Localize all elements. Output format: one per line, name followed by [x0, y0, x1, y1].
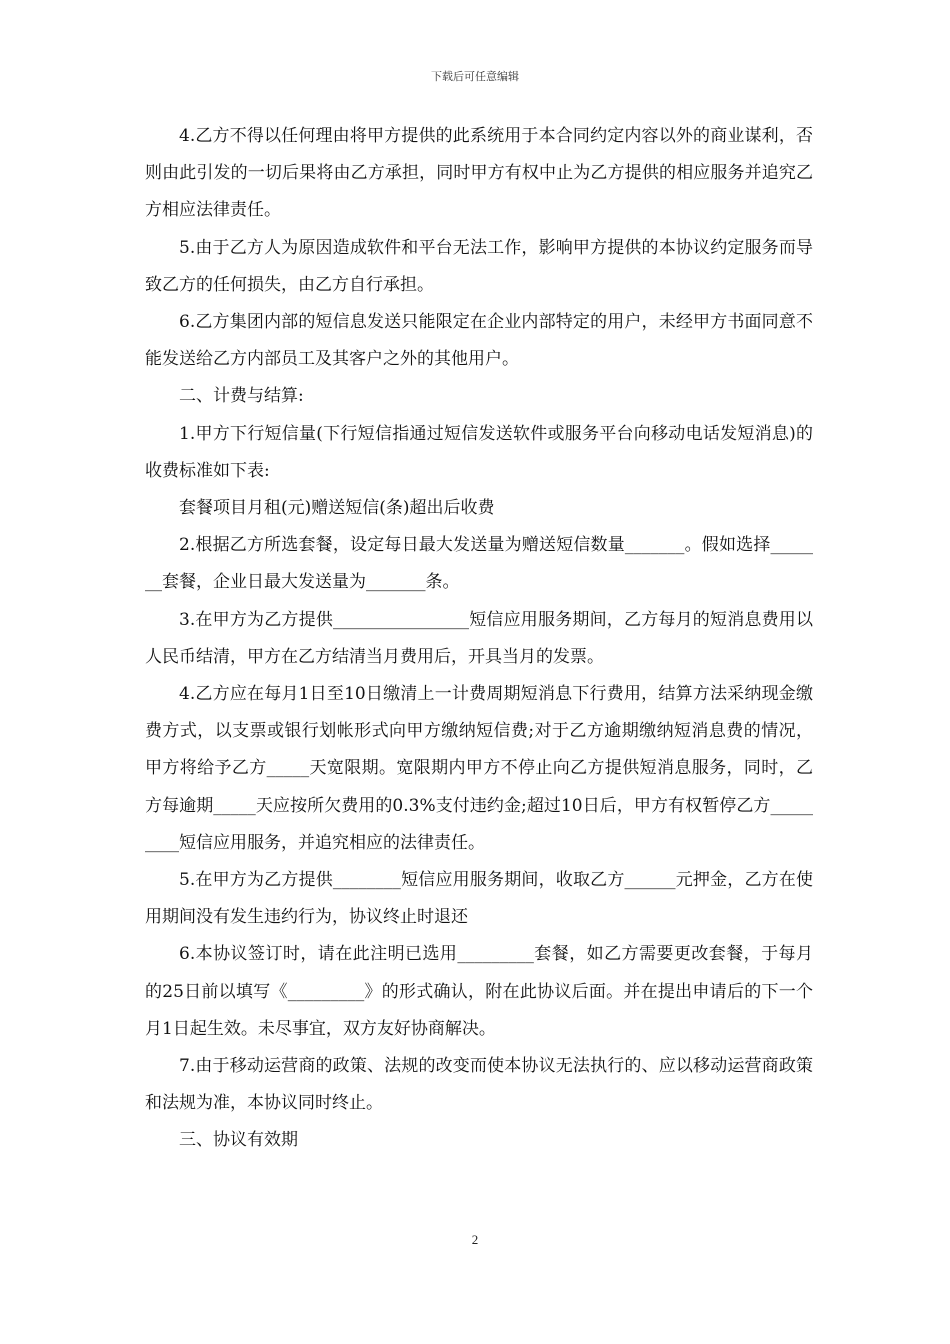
- paragraph-billing-6: 6.本协议签订时，请在此注明已选用_________套餐，如乙方需要更改套餐，于每月的25日前以填写《_________》的形式确认，附在此协议后面。并在提出申请后的下一个月1日起生效。未尽事宜，双方友好协商解决。: [145, 944, 813, 1039]
- section-heading-validity: 三、协议有效期: [179, 1130, 298, 1151]
- paragraph-billing-1: 1.甲方下行短信量(下行短信指通过短信发送软件或服务平台向移动电话发短消息)的收费标准如下表:: [145, 423, 813, 481]
- paragraph-billing-4: 4.乙方应在每月1日至10日缴清上一计费周期短消息下行费用，结算方法采纳现金缴费方式，以支票或银行划帐形式向甲方缴纳短信费;对于乙方逾期缴纳短消息费的情况，甲方将给予乙方_____天宽限期。宽限期内甲方不停止向乙方提供短消息服务，同时，乙方每逾期_____天应按所欠费用的0.3%支付违约金;超过10日后，甲方有权暂停乙方_________短信应用服务，并追究相应的法律责任。: [145, 684, 813, 853]
- section-heading-billing: 二、计费与结算:: [179, 386, 304, 407]
- paragraph-package-table-header: 套餐项目月租(元)赠送短信(条)超出后收费: [179, 498, 495, 519]
- paragraph-billing-3: 3.在甲方为乙方提供________________短信应用服务期间，乙方每月的短消息费用以人民币结清，甲方在乙方结清当月费用后，开具当月的发票。: [145, 609, 813, 667]
- paragraph-billing-7: 7.由于移动运营商的政策、法规的改变而使本协议无法执行的、应以移动运营商政策和法规为准，本协议同时终止。: [145, 1056, 813, 1114]
- page-header: 下载后可任意编辑: [431, 70, 519, 83]
- paragraph-clause-4-misuse: 4.乙方不得以任何理由将甲方提供的此系统用于本合同约定内容以外的商业谋利，否则由此引发的一切后果将由乙方承担，同时甲方有权中止为乙方提供的相应服务并追究乙方相应法律责任。: [145, 126, 813, 221]
- paragraph-clause-6-internal: 6.乙方集团内部的短信息发送只能限定在企业内部特定的用户，未经甲方书面同意不能发送给乙方内部员工及其客户之外的其他用户。: [145, 312, 813, 370]
- paragraph-clause-5-loss: 5.由于乙方人为原因造成软件和平台无法工作，影响甲方提供的本协议约定服务而导致乙方的任何损失，由乙方自行承担。: [145, 237, 813, 295]
- document-body: [145, 118, 813, 1160]
- paragraph-billing-2: 2.根据乙方所选套餐，设定每日最大发送量为赠送短信数量_______。假如选择_______套餐，企业日最大发送量为_______条。: [145, 535, 813, 593]
- page-number: 2: [471, 1232, 479, 1247]
- paragraph-billing-5: 5.在甲方为乙方提供________短信应用服务期间，收取乙方______元押金，乙方在使用期间没有发生违约行为，协议终止时退还: [145, 870, 813, 928]
